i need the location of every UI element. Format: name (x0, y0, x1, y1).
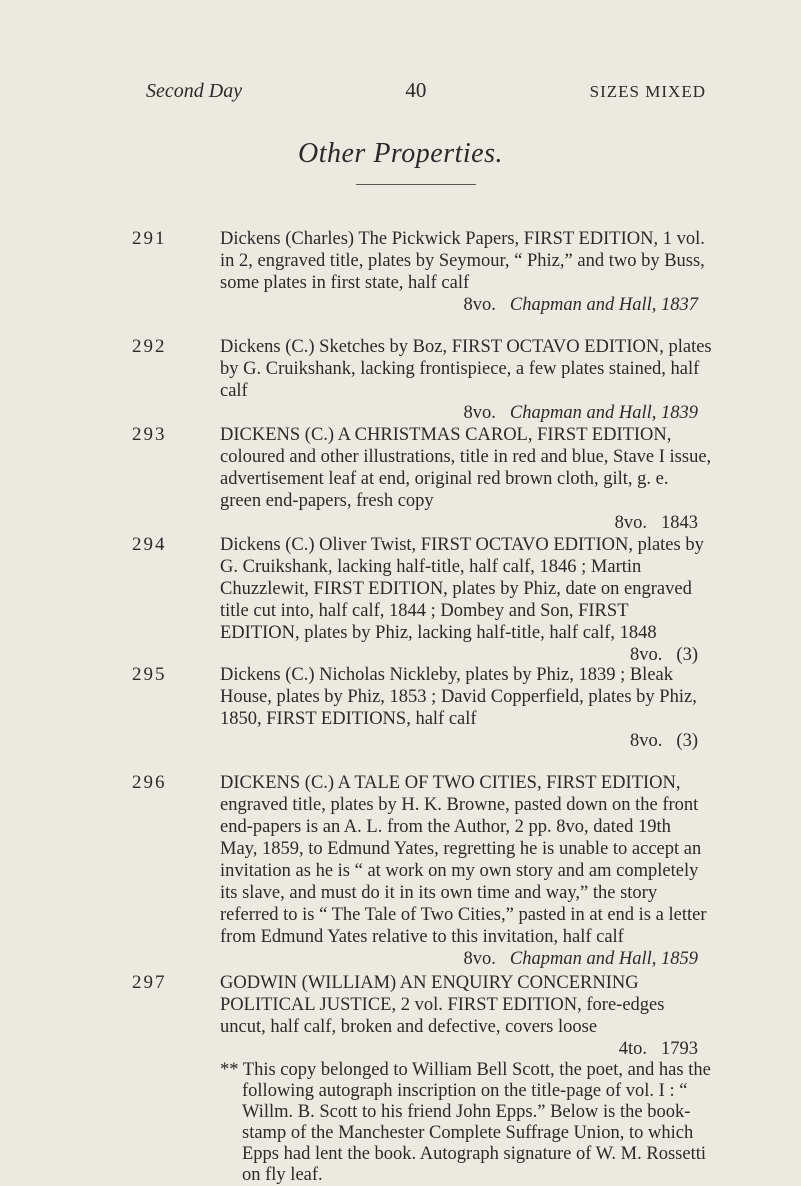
lot-description: Dickens (C.) Nicholas Nickleby, plates by Phiz, 1839 ; Bleak House, plates by Phiz, 1853 ; David Copperfield, plates by Phiz, 1850, FIRST EDITIONS, half calf (220, 665, 697, 729)
lot-description: DICKENS (C.) A TALE OF TWO CITIES, FIRST EDITION, engraved title, plates by H. K. Browne, pasted down on the front end-papers is an A. L. from the Author, 2 pp. 8vo, dated 19th May, 1859, to Edmund Yates, regretting he is unable to accept an invitation as he is “ at work on my own story and am completely its slave, and must do it in its own time and way,” the story referred to is “ The Tale of Two Cities,” pasted in at end is a letter from Edmund Yates relative to this invitation, half calf (220, 773, 707, 947)
lot-item (132, 972, 712, 1186)
header-day: Second Day (146, 80, 243, 102)
lot-format: 8vo. (463, 295, 496, 315)
lot-item (132, 228, 712, 328)
lot-description: GODWIN (WILLIAM) AN ENQUIRY CONCERNING POLITICAL JUSTICE, 2 vol. FIRST EDITION, fore-edges uncut, half calf, broken and defective, covers loose (220, 973, 665, 1037)
lot-note: ** This copy belonged to William Bell Scott, the poet, and has the following autograph inscription on the title-page of vol. I : “ Willm. B. Scott to his friend John Epps.” Below is the book-stamp of the Manchester Complete Suffrage Union, to which Epps had lent the book. Autograph signature of W. M. Rossetti on fly leaf. (220, 1060, 711, 1185)
lot-publisher: Chapman and Hall, 1859 (509, 949, 698, 969)
lot-format: 8vo. (630, 731, 663, 751)
lot-item (132, 664, 712, 772)
lot-publisher: 1793 (661, 1039, 698, 1059)
lot-number: 292 (132, 336, 167, 357)
lot-publisher: 1843 (661, 513, 698, 533)
lot-description: Dickens (C.) Sketches by Boz, FIRST OCTAVO EDITION, plates by G. Cruikshank, lacking frontispiece, a few plates stained, half calf (220, 337, 712, 401)
lot-number: 297 (132, 972, 167, 993)
lot-item (132, 424, 712, 534)
lot-description: DICKENS (C.) A CHRISTMAS CAROL, FIRST EDITION, coloured and other illustrations, title in red and blue, Stave I issue, advertisement leaf at end, original red brown cloth, gilt, g. e. green end-papers, fresh copy (220, 425, 712, 511)
lot-number: 295 (132, 664, 167, 685)
page-number: 40 (405, 78, 427, 102)
lot-publisher: Chapman and Hall, 1839 (509, 403, 698, 423)
lot-format: 8vo. (614, 513, 647, 533)
lot-item (132, 336, 712, 424)
lot-publisher: Chapman and Hall, 1837 (509, 295, 698, 315)
lot-format: 4to. (618, 1039, 647, 1059)
header-sizes: SIZES MIXED (589, 82, 706, 101)
lot-number: 296 (132, 772, 167, 793)
lot-item (132, 534, 712, 664)
lot-list (132, 228, 712, 1186)
lot-description: Dickens (Charles) The Pickwick Papers, FIRST EDITION, 1 vol. in 2, engraved title, plates by Seymour, “ Phiz,” and two by Buss, some plates in first state, half calf (220, 229, 705, 293)
lot-number: 291 (132, 228, 167, 249)
running-header (146, 78, 706, 103)
lot-format: 8vo. (463, 403, 496, 423)
lot-format: 8vo. (463, 949, 496, 969)
lot-number: 293 (132, 424, 167, 445)
lot-number: 294 (132, 534, 167, 555)
lot-item (132, 772, 712, 972)
section-title: Other Properties. (298, 138, 503, 169)
lot-count: (3) (676, 645, 698, 665)
lot-count: (3) (676, 731, 698, 751)
lot-description: Dickens (C.) Oliver Twist, FIRST OCTAVO EDITION, plates by G. Cruikshank, lacking half-title, half calf, 1846 ; Martin Chuzzlewit, FIRST EDITION, plates by Phiz, date on engraved title cut into, half calf, 1844 ; Dombey and Son, FIRST EDITION, plates by Phiz, lacking half-title, half calf, 1848 (220, 535, 704, 643)
lot-format: 8vo. (630, 645, 663, 665)
title-rule (356, 184, 476, 185)
